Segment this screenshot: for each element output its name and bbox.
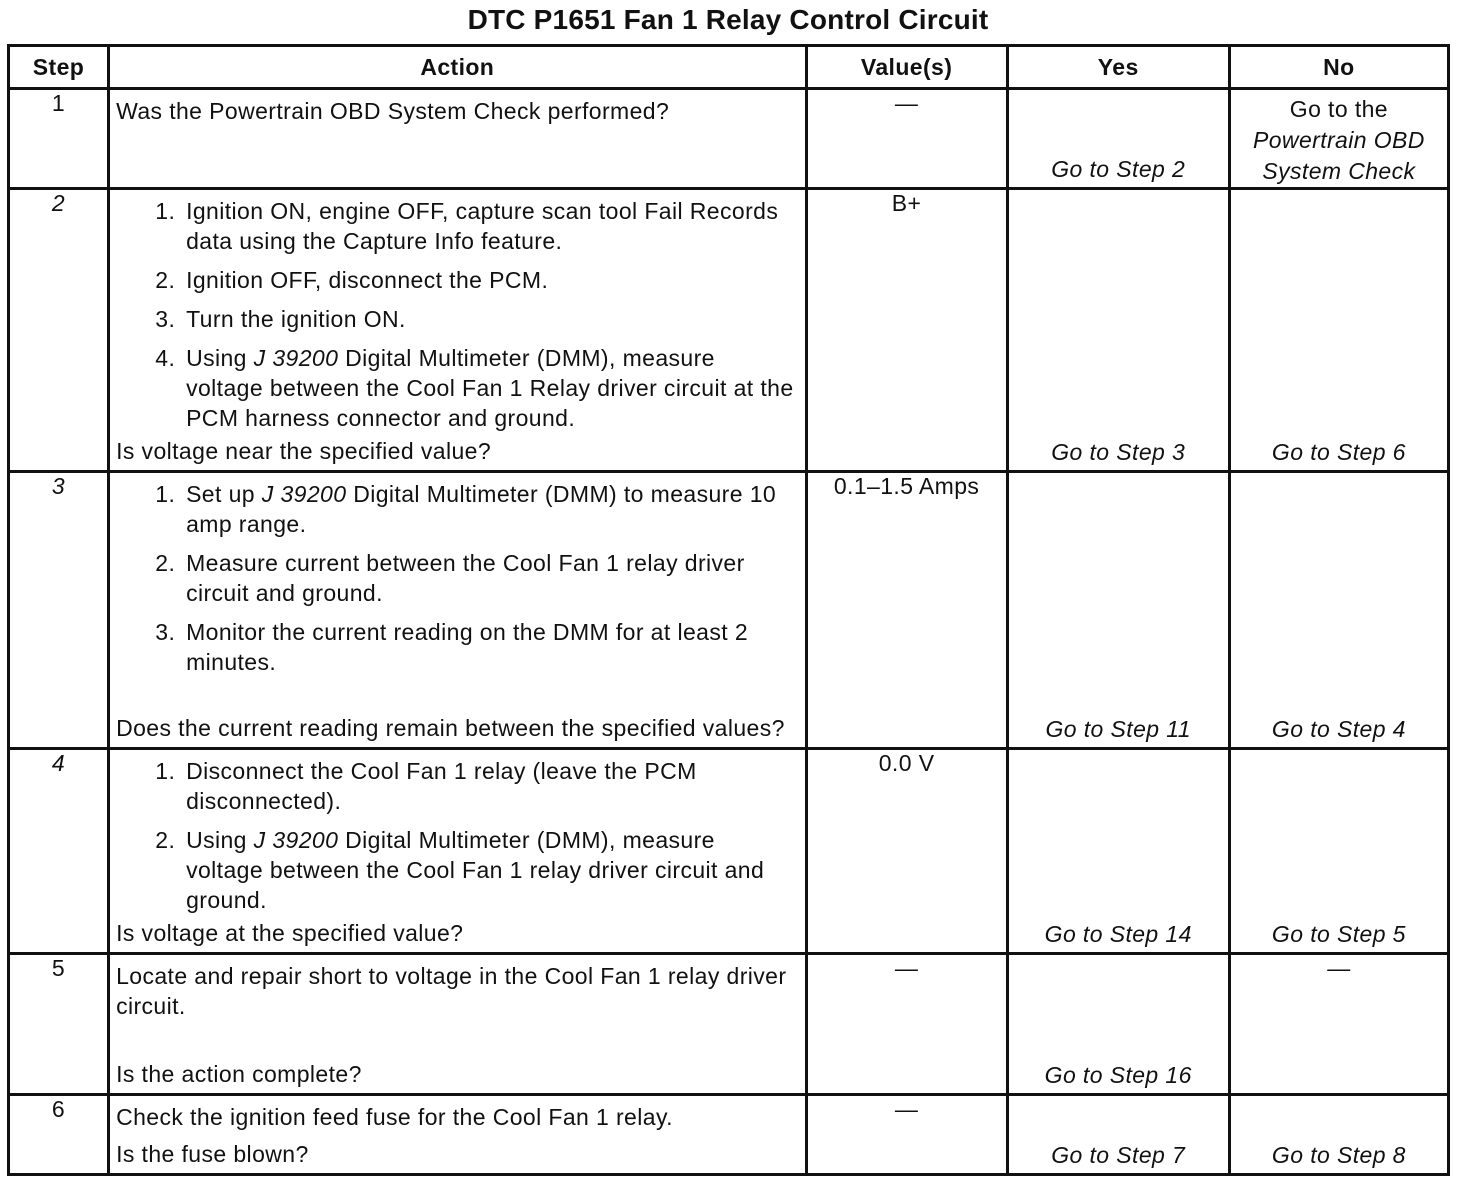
table-row xyxy=(9,1095,1449,1175)
no-goto: Go to Step 6 xyxy=(1271,439,1406,465)
value-cell: 0.0 V xyxy=(806,749,1007,954)
table-row xyxy=(9,89,1449,189)
yes-goto: Go to Step 7 xyxy=(1051,1142,1186,1168)
action-question: Is voltage near the specified value? xyxy=(116,438,492,464)
step-number: 6 xyxy=(9,1095,109,1175)
yes-goto: Go to Step 14 xyxy=(1044,921,1192,947)
action-cell xyxy=(109,749,806,954)
action-step: 3. Monitor the current reading on the DMM for at least 2 minutes. xyxy=(182,617,796,677)
table-row xyxy=(9,189,1449,472)
action-question: Is the action complete? xyxy=(116,1061,362,1087)
header-yes: Yes xyxy=(1007,46,1229,89)
tool-reference: J 39200 xyxy=(261,481,347,507)
yes-goto: Go to Step 2 xyxy=(1051,156,1186,182)
action-step: 2. Using J 39200 Digital Multimeter (DMM), measure voltage between the Cool Fan 1 relay driver circuit and ground. xyxy=(182,825,796,915)
no-cell xyxy=(1229,472,1448,749)
no-goto: Go to Step 5 xyxy=(1271,921,1406,947)
action-question: Is the fuse blown? xyxy=(116,1141,309,1167)
page-title: DTC P1651 Fan 1 Relay Control Circuit xyxy=(467,4,989,35)
value-cell: — xyxy=(806,1095,1007,1175)
action-step: 2. Ignition OFF, disconnect the PCM. xyxy=(182,265,796,295)
action-cell xyxy=(109,954,806,1095)
action-text: Was the Powertrain OBD System Check performed? xyxy=(116,98,670,124)
action-step: 2. Measure current between the Cool Fan 1 relay driver circuit and ground. xyxy=(182,548,796,608)
yes-cell xyxy=(1007,189,1229,472)
value-cell: 0.1–1.5 Amps xyxy=(806,472,1007,749)
step-number: 5 xyxy=(9,954,109,1095)
yes-goto: Go to Step 3 xyxy=(1051,439,1186,465)
yes-cell xyxy=(1007,749,1229,954)
action-text: Locate and repair short to voltage in the Cool Fan 1 relay driver circuit. xyxy=(116,963,787,1019)
value-cell: — xyxy=(806,954,1007,1095)
action-steps xyxy=(110,190,804,433)
diagnostic-table xyxy=(7,44,1450,1176)
action-cell xyxy=(109,1095,806,1175)
action-step: 4. Using J 39200 Digital Multimeter (DMM), measure voltage between the Cool Fan 1 Relay driver circuit at the PCM harness connector and ground. xyxy=(182,343,796,433)
action-cell xyxy=(109,189,806,472)
action-step: 1. Disconnect the Cool Fan 1 relay (leave the PCM disconnected). xyxy=(182,756,796,816)
step-number: 2 xyxy=(9,189,109,472)
step-number: 3 xyxy=(9,472,109,749)
tool-reference: J 39200 xyxy=(253,827,339,853)
no-cell xyxy=(1229,1095,1448,1175)
yes-goto: Go to Step 16 xyxy=(1044,1062,1192,1088)
action-question: Is voltage at the specified value? xyxy=(116,920,464,946)
no-cell xyxy=(1229,749,1448,954)
no-cell xyxy=(1229,189,1448,472)
header-row xyxy=(9,46,1449,89)
yes-cell xyxy=(1007,1095,1229,1175)
value-cell: — xyxy=(806,89,1007,189)
action-cell xyxy=(109,89,806,189)
yes-cell xyxy=(1007,954,1229,1095)
tool-reference: J 39200 xyxy=(253,345,339,371)
step-number: 1 xyxy=(9,89,109,189)
yes-cell xyxy=(1007,472,1229,749)
value-cell: B+ xyxy=(806,189,1007,472)
action-cell xyxy=(109,472,806,749)
table-row xyxy=(9,954,1449,1095)
action-step: 3. Turn the ignition ON. xyxy=(182,304,796,334)
action-question: Does the current reading remain between the specified values? xyxy=(116,715,785,741)
yes-cell xyxy=(1007,89,1229,189)
header-no: No xyxy=(1229,46,1448,89)
header-value: Value(s) xyxy=(806,46,1007,89)
action-steps xyxy=(110,750,804,915)
header-step: Step xyxy=(9,46,109,89)
no-goto-prefix: Go to the xyxy=(1289,96,1388,122)
no-cell xyxy=(1229,89,1448,189)
action-step: 1. Set up J 39200 Digital Multimeter (DMM) to measure 10 amp range. xyxy=(182,479,796,539)
step-number: 4 xyxy=(9,749,109,954)
no-cell: — xyxy=(1229,954,1448,1095)
yes-goto: Go to Step 11 xyxy=(1045,716,1191,742)
no-goto: Go to Step 8 xyxy=(1271,1142,1406,1168)
action-step: 1. Ignition ON, engine OFF, capture scan tool Fail Records data using the Capture Info feature. xyxy=(182,196,796,256)
no-goto: Go to Step 4 xyxy=(1271,716,1406,742)
action-steps xyxy=(110,473,804,677)
header-action: Action xyxy=(109,46,806,89)
table-row xyxy=(9,749,1449,954)
table-row xyxy=(9,472,1449,749)
action-text: Check the ignition feed fuse for the Cool Fan 1 relay. xyxy=(116,1104,673,1130)
no-goto-target: Powertrain OBD System Check xyxy=(1253,127,1425,184)
